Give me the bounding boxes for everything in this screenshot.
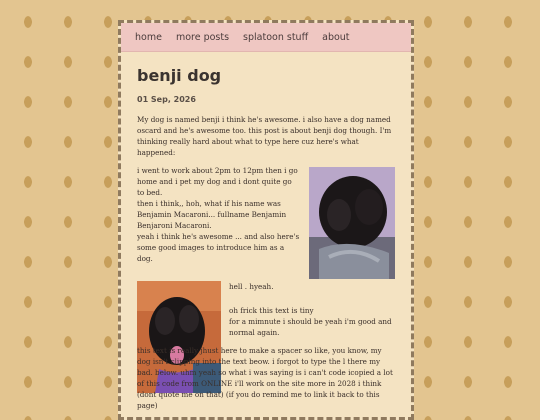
row-text bbox=[137, 165, 301, 279]
paragraph-hyeah: hell . hyeah. bbox=[229, 282, 274, 291]
row-second-image bbox=[137, 281, 395, 418]
dog-photo-1 bbox=[309, 167, 395, 279]
paragraph-intro: My dog is named benji i think he's awesome. i also have a dog named oscard and he's awesome too. this post is about benji dog though. I'm thinking really hard about what to type here cuz here's what happened: bbox=[137, 115, 392, 157]
nav-splatoon-stuff[interactable]: splatoon stuff bbox=[243, 31, 309, 43]
row-text-2 bbox=[137, 281, 395, 418]
paragraph-tiny: oh frick this text is tiny for a mimnute i should be yeah i'm good and normal again. bbox=[229, 306, 392, 337]
post-content bbox=[121, 66, 411, 418]
nav-more-posts[interactable]: more posts bbox=[175, 31, 230, 43]
paragraph-spacer: this text is really jhust here to make a spacer so like, you know, my dog isn't clipping into the text beow. i forgot to type the l there my bad. below. uhm yeah so what i was saying is i can't code icopied a lot of this code from ONLINE i'll work on the site more in 2028 i think (dont quote me on that) (if you do remind me to link it back to this page) bbox=[137, 346, 393, 410]
nav-bar bbox=[121, 23, 411, 52]
paragraph-story: i went to work about 2pm to 12pm then i go home and i pet my dog and i dont quite go to bed. then i think,, hoh, what if his name was Benjamin Macaroni... fullname Benjamin Benjaroni Macaroni. yeah i think he's awesome ... and also here's some good images to introduce him as a dog. bbox=[137, 166, 300, 263]
blog-page bbox=[118, 20, 414, 420]
post-title: benji dog bbox=[137, 66, 222, 85]
nav-about[interactable]: about bbox=[322, 31, 350, 43]
row-first-image bbox=[137, 165, 395, 279]
nav-home[interactable]: home bbox=[135, 31, 162, 43]
post-date: 01 Sep, 2026 bbox=[137, 95, 196, 104]
